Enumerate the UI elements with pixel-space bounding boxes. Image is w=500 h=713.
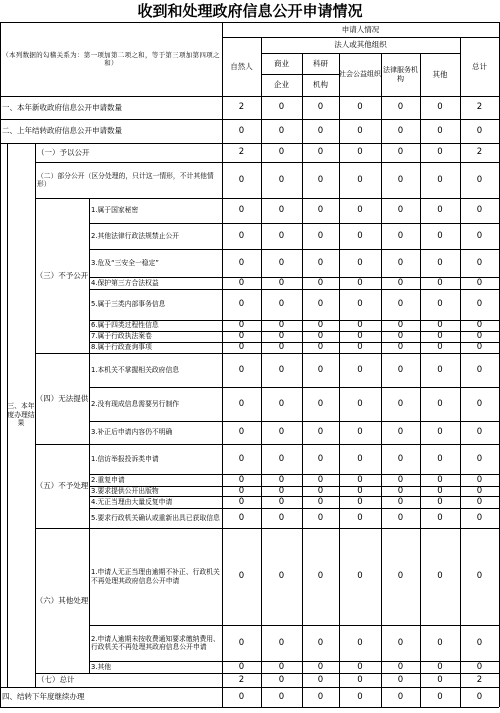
value-natural-person: 0 [238,474,245,485]
value-commercial: 0 [278,147,285,158]
section-label-not-disclosed: （三）不予公开 [35,270,89,280]
value-commercial: 0 [278,299,285,310]
table-rule-vertical [302,53,303,96]
value-commercial: 0 [278,102,285,113]
item-label-other-handling: 2.申请人逾期未按收费通知要求缴纳费用、行政机关不再处理其政府信息公开申请 [91,634,220,651]
item-label-unable-to-provide: 3.补正后申请内容仍不明确 [91,428,173,437]
value-social-welfare: 0 [357,331,363,342]
value-other: 0 [437,147,443,158]
value-social-welfare: 0 [357,320,363,331]
table-rule-vertical [381,96,382,707]
value-total: 0 [476,205,483,216]
table-rule-vertical [261,37,262,96]
value-other: 0 [437,299,443,310]
value-other: 0 [437,674,443,685]
value-other: 0 [437,571,443,582]
table-rule-horizontal [0,96,499,97]
value-social-welfare: 0 [357,661,363,672]
value-commercial: 0 [278,486,285,496]
table-border [0,22,499,23]
value-legal-service: 0 [397,102,404,113]
value-commercial: 0 [278,257,285,268]
value-commercial: 0 [278,320,285,331]
header-commercial-line1: 商业 [274,58,289,68]
table-rule-horizontal [89,661,499,662]
value-legal-service: 0 [397,691,404,702]
value-commercial: 0 [278,342,285,353]
table-rule-vertical [222,96,223,707]
table-rule-horizontal [89,289,499,290]
value-natural-person: 0 [238,571,245,582]
value-legal-service: 0 [397,331,404,342]
value-commercial: 0 [278,674,285,685]
value-social-welfare: 0 [357,299,363,310]
value-social-welfare: 0 [357,637,363,648]
value-other: 0 [437,453,443,464]
item-label-not-processed: 1.信访举报投诉类申请 [91,454,159,463]
group-label-results: 三、本年度办理结果 [7,402,35,428]
table-rule-vertical [261,96,262,707]
value-other: 0 [437,205,443,216]
item-label-other-handling: 3.其他 [91,662,112,671]
value-research: 0 [317,320,324,331]
item-label-unable-to-provide: 2.没有现成信息需要另行制作 [91,399,180,408]
value-social-welfare: 0 [357,174,363,185]
value-natural-person: 0 [238,299,245,310]
value-other: 0 [437,661,443,672]
value-commercial: 0 [278,427,285,438]
value-research: 0 [317,674,324,685]
section-label-not-processed: （五）不予处理 [35,481,89,491]
value-natural-person: 0 [238,486,245,496]
value-social-welfare: 0 [357,496,363,507]
value-research: 0 [317,205,324,216]
header-other: 其他 [432,69,448,79]
value-other: 0 [437,125,443,136]
value-legal-service: 0 [397,125,404,136]
header-note: （本列数据的勾稽关系为：第一项加第二项之和，等于第三项加第四项之和） [2,50,220,67]
value-commercial: 0 [278,205,285,216]
header-applicant-situation: 申请人情况 [341,24,380,34]
table-rule-vertical [339,53,340,96]
value-legal-service: 0 [397,453,404,464]
table-rule-vertical [381,53,382,96]
value-research: 0 [317,342,324,353]
value-legal-service: 0 [397,571,404,582]
value-legal-service: 0 [397,674,404,685]
header-total: 总计 [472,61,487,71]
value-natural-person: 2 [238,674,245,685]
table-rule-horizontal [0,119,499,120]
value-research: 0 [317,125,324,136]
value-total: 0 [476,277,483,288]
value-natural-person: 0 [238,257,245,268]
value-commercial: 0 [278,453,285,464]
item-label-unable-to-provide: 1.本机关不掌握相关政府信息 [91,365,180,374]
value-commercial: 0 [278,661,285,672]
value-research: 0 [317,102,324,113]
table-rule-horizontal [89,486,499,487]
value-other: 0 [437,277,443,288]
row-label-carried-over: 二、上年结转政府信息公开申请数量 [2,126,122,136]
table-rule-vertical [339,96,340,707]
table-rule-horizontal [261,74,339,75]
value-legal-service: 0 [397,277,404,288]
value-research: 0 [317,691,324,702]
table-rule-horizontal [89,320,499,321]
value-social-welfare: 0 [357,453,363,464]
value-natural-person: 2 [238,147,245,158]
table-rule-horizontal [89,342,499,343]
table-rule-horizontal [89,249,499,250]
item-label-not-disclosed: 7.属于行政执法案卷 [91,332,152,341]
value-natural-person: 0 [238,205,245,216]
value-legal-service: 0 [397,512,404,523]
value-other: 0 [437,342,443,353]
value-commercial: 0 [278,331,285,342]
value-legal-service: 0 [397,230,404,241]
value-total: 0 [476,230,483,241]
value-natural-person: 2 [238,102,245,113]
document-title: 收到和处理政府信息公开申请情况 [137,2,363,20]
value-total: 0 [476,571,483,582]
value-research: 0 [317,637,324,648]
table-rule-horizontal [89,223,499,224]
table-rule-horizontal [89,625,499,626]
value-total: 0 [476,486,483,496]
value-legal-service: 0 [397,637,404,648]
value-total: 0 [476,342,483,353]
value-natural-person: 0 [238,398,245,409]
section-label-partially-disclosed: （二）部分公开（区分处理的，只计这一情形，不计其他情形） [37,171,214,188]
value-total: 0 [476,453,483,464]
value-commercial: 0 [278,174,285,185]
header-research-line1: 科研 [313,58,328,68]
table-rule-vertical [460,37,461,96]
value-research: 0 [317,512,324,523]
value-legal-service: 0 [397,257,404,268]
value-legal-service: 0 [397,474,404,485]
table-rule-horizontal [89,277,499,278]
table-rule-horizontal [89,387,499,388]
item-label-other-handling: 1.申请人无正当理由逾期不补正、行政机关不再处理其政府信息公开申请 [91,568,220,585]
value-legal-service: 0 [397,398,404,409]
value-social-welfare: 0 [357,342,363,353]
section-label-disclosed: （一）予以公开 [37,147,90,157]
value-social-welfare: 0 [357,147,363,158]
value-total: 0 [476,512,483,523]
value-research: 0 [317,147,324,158]
table-rule-vertical [7,143,8,687]
value-total: 0 [476,427,483,438]
value-research: 0 [317,331,324,342]
value-social-welfare: 0 [357,571,363,582]
table-rule-horizontal [35,198,499,199]
value-research: 0 [317,277,324,288]
statistics-table [0,22,499,712]
table-rule-horizontal [89,331,499,332]
value-commercial: 0 [278,571,285,582]
header-legal-service: 法律服务机构 [383,65,418,83]
table-rule-horizontal [35,673,499,674]
value-research: 0 [317,486,324,496]
value-social-welfare: 0 [357,427,363,438]
value-natural-person: 0 [238,331,245,342]
value-social-welfare: 0 [357,257,363,268]
value-social-welfare: 0 [357,691,363,702]
header-social-welfare: 社会公益组织 [339,70,381,79]
value-commercial: 0 [278,398,285,409]
value-total: 2 [476,147,483,158]
value-other: 0 [437,398,443,409]
value-natural-person: 0 [238,637,245,648]
table-rule-vertical [420,53,421,96]
value-total: 2 [476,674,483,685]
table-rule-horizontal [35,528,499,529]
value-social-welfare: 0 [357,364,363,375]
value-social-welfare: 0 [357,398,363,409]
row-label-carry-forward: 四、结转下年度继续办理 [2,692,85,702]
table-rule-vertical [222,37,223,96]
item-label-not-processed: 5.要求行政机关确认或重新出具已获取信息 [91,513,220,522]
value-other: 0 [437,320,443,331]
value-natural-person: 0 [238,453,245,464]
table-rule-horizontal [35,353,499,354]
value-other: 0 [437,364,443,375]
value-legal-service: 0 [397,299,404,310]
value-total: 2 [476,102,483,113]
value-other: 0 [437,486,443,496]
item-label-not-disclosed: 2.其他法律行政法规禁止公开 [91,231,180,240]
value-research: 0 [317,174,324,185]
value-research: 0 [317,299,324,310]
table-rule-horizontal [89,508,499,509]
value-legal-service: 0 [397,427,404,438]
value-other: 0 [437,474,443,485]
value-total: 0 [476,691,483,702]
value-research: 0 [317,571,324,582]
value-total: 0 [476,257,483,268]
value-commercial: 0 [278,474,285,485]
section-label-other-handling: （六）其他处理 [35,595,89,605]
item-label-not-disclosed: 6.属于四类过程性信息 [91,321,159,330]
header-natural-person: 自然人 [230,61,253,71]
table-rule-vertical [222,22,223,37]
value-natural-person: 0 [238,661,245,672]
value-other: 0 [437,102,443,113]
value-commercial: 0 [278,691,285,702]
value-natural-person: 0 [238,277,245,288]
value-research: 0 [317,427,324,438]
value-other: 0 [437,427,443,438]
value-other: 0 [437,257,443,268]
table-rule-vertical [89,198,90,673]
value-total: 0 [476,398,483,409]
value-natural-person: 0 [238,496,245,507]
value-research: 0 [317,453,324,464]
value-research: 0 [317,661,324,672]
item-label-not-processed: 2.重复申请 [91,475,125,484]
value-research: 0 [317,230,324,241]
value-legal-service: 0 [397,486,404,496]
value-natural-person: 0 [238,342,245,353]
value-other: 0 [437,512,443,523]
value-natural-person: 0 [238,512,245,523]
item-label-not-disclosed: 3.危及“三安全一稳定” [91,258,159,267]
value-total: 0 [476,331,483,342]
value-total: 0 [476,364,483,375]
value-commercial: 0 [278,496,285,507]
value-social-welfare: 0 [357,674,363,685]
table-rule-vertical [35,143,36,687]
table-border [0,707,499,708]
header-commercial-line2: 企业 [274,80,289,90]
value-legal-service: 0 [397,205,404,216]
section-label-total: （七）总计 [37,675,75,685]
table-rule-vertical [302,96,303,707]
value-commercial: 0 [278,637,285,648]
value-legal-service: 0 [397,342,404,353]
value-natural-person: 0 [238,125,245,136]
header-legal-entities: 法人或其他组织 [334,40,387,50]
value-social-welfare: 0 [357,486,363,496]
value-commercial: 0 [278,277,285,288]
item-label-not-disclosed: 1.属于国家秘密 [91,206,139,215]
item-label-not-processed: 3.要求提供公开出版物 [91,486,159,495]
value-total: 0 [476,474,483,485]
value-natural-person: 0 [238,230,245,241]
value-other: 0 [437,691,443,702]
table-rule-vertical [499,96,500,707]
table-rule-horizontal [89,474,499,475]
value-other: 0 [437,496,443,507]
value-total: 0 [476,661,483,672]
value-total: 0 [476,125,483,136]
value-research: 0 [317,474,324,485]
value-legal-service: 0 [397,661,404,672]
value-total: 0 [476,299,483,310]
item-label-not-disclosed: 5.属于三类内部事务信息 [91,300,166,309]
value-legal-service: 0 [397,364,404,375]
header-research-line2: 机构 [313,80,328,90]
value-social-welfare: 0 [357,512,363,523]
value-social-welfare: 0 [357,205,363,216]
value-other: 0 [437,637,443,648]
value-social-welfare: 0 [357,474,363,485]
value-social-welfare: 0 [357,277,363,288]
table-rule-horizontal [222,37,499,38]
value-social-welfare: 0 [357,230,363,241]
table-rule-horizontal [0,687,499,688]
value-total: 0 [476,496,483,507]
value-natural-person: 0 [238,320,245,331]
value-social-welfare: 0 [357,102,363,113]
value-commercial: 0 [278,125,285,136]
table-rule-horizontal [261,53,460,54]
value-commercial: 0 [278,364,285,375]
value-natural-person: 0 [238,364,245,375]
item-label-not-processed: 4.无正当理由大量反复申请 [91,497,173,506]
value-total: 0 [476,637,483,648]
table-rule-horizontal [0,143,499,144]
table-rule-horizontal [89,496,499,497]
table-rule-vertical [460,96,461,707]
value-natural-person: 0 [238,427,245,438]
item-label-not-disclosed: 8.属于行政查询事项 [91,343,152,352]
item-label-not-disclosed: 4.保护第三方合法权益 [91,278,159,287]
value-social-welfare: 0 [357,125,363,136]
value-research: 0 [317,398,324,409]
value-other: 0 [437,331,443,342]
table-rule-horizontal [89,421,499,422]
table-rule-vertical [420,96,421,707]
value-research: 0 [317,257,324,268]
section-label-unable-to-provide: （四）无法提供 [35,393,89,403]
value-natural-person: 0 [238,691,245,702]
value-legal-service: 0 [397,320,404,331]
value-other: 0 [437,230,443,241]
value-research: 0 [317,364,324,375]
value-total: 0 [476,174,483,185]
value-commercial: 0 [278,512,285,523]
table-rule-horizontal [35,162,499,163]
value-other: 0 [437,174,443,185]
table-border [0,22,1,707]
value-total: 0 [476,320,483,331]
row-label-new-requests: 一、本年新收政府信息公开申请数量 [2,102,122,112]
value-commercial: 0 [278,230,285,241]
value-legal-service: 0 [397,147,404,158]
table-rule-horizontal [35,444,499,445]
value-legal-service: 0 [397,496,404,507]
value-legal-service: 0 [397,174,404,185]
value-research: 0 [317,496,324,507]
value-natural-person: 0 [238,174,245,185]
